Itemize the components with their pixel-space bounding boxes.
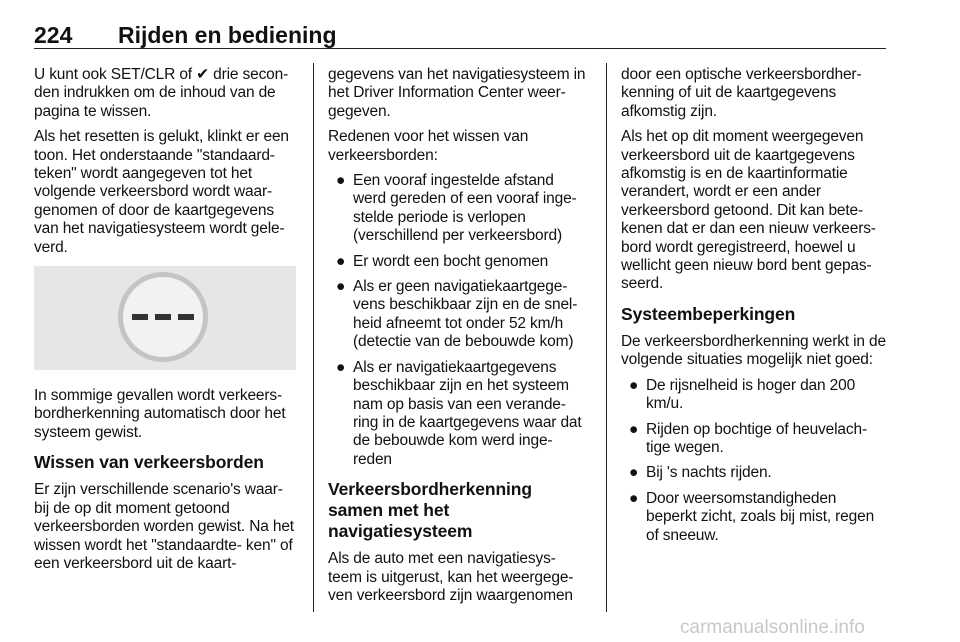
limitations-list <box>621 377 886 545</box>
reasons-list <box>328 172 590 469</box>
paragraph-auto-clear: In sommige gevallen wordt verkeers- bordherkenning automatisch door het systeem gewist. <box>34 387 286 441</box>
page-number: 224 <box>34 22 73 48</box>
paragraph-map-change: Als het op dit moment weergegeven verkeersbord uit de kaartgegevens afkomstig is en de kaartinformatie verandert, wordt er een ander verkeersbord getoond. Dit kan bete- kenen dat er dan een nieuw verkeers- bord wordt geregistreerd, hoewel u wellicht geen nieuw bord bent gepas- seerd. <box>621 128 876 293</box>
page-header <box>34 20 886 50</box>
list-item: ● Een vooraf ingestelde afstand werd gereden of een vooraf inge- stelde periode is verlopen (verschillend per verkeersbord) <box>336 172 577 245</box>
list-item: ● Rijden op bochtige of heuvelach- tige wegen. <box>629 420 867 456</box>
paragraph-nav-equipped: Als de auto met een navigatiesys- teem is uitgerust, kan het weergege- ven verkeersbord zijn waargenomen <box>328 550 574 604</box>
paragraph-reset-success: Als het resetten is gelukt, klinkt er een toon. Het onderstaande "standaard- teken" wordt aangegeven tot het volgende verkeersbord wordt waar- genomen of door de kaartgegevens van het navigatiesysteem wordt gele- verd. <box>34 128 289 256</box>
bullet-icon: ● <box>336 252 346 270</box>
end-of-restrictions-sign-icon <box>34 266 296 370</box>
column-2 <box>328 66 590 612</box>
column-divider-1 <box>313 63 314 612</box>
paragraph-sign-source: door een optische verkeersbordher- kenning of uit de kaartgegevens afkomstig zijn. <box>621 66 862 120</box>
list-item: ● Als er geen navigatiekaartgege- vens beschikbaar zijn en de snel- heid afneemt tot onder 52 km/h (detectie van de bebouwde kom) <box>336 278 578 351</box>
section-title: Rijden en bediening <box>118 22 337 48</box>
column-1 <box>34 66 300 580</box>
column-divider-2 <box>606 63 607 612</box>
list-item: ● Bij 's nachts rijden. <box>629 464 772 482</box>
bullet-icon: ● <box>336 358 346 376</box>
bullet-icon: ● <box>629 464 639 482</box>
list-item: ● Er wordt een bocht genomen <box>336 252 549 270</box>
bullet-icon: ● <box>336 172 346 190</box>
heading-system-limitations: Systeembeperkingen <box>621 303 796 324</box>
bullet-icon: ● <box>336 278 346 296</box>
paragraph-reset-instruction: U kunt ook SET/CLR of ✔ drie secon- den indrukken om de inhoud van de pagina te wissen. <box>34 66 289 120</box>
paragraph-limitations-intro: De verkeersbordherkenning werkt in de volgende situaties mogelijk niet goed: <box>621 332 886 369</box>
paragraph-reasons-intro: Redenen voor het wissen van verkeersborden: <box>328 128 529 164</box>
header-rule <box>34 48 886 49</box>
list-item: ● De rijsnelheid is hoger dan 200 km/u. <box>629 376 856 413</box>
heading-clearing-signs: Wissen van verkeersborden <box>34 452 264 473</box>
heading-nav-combination: Verkeersbordherkenning samen met het navigatiesysteem <box>328 479 532 542</box>
paragraph-clearing-scenarios: Er zijn verschillende scenario's waar- bij de op dit moment getoond verkeersborden worden gewist. Na het wissen wordt het "standaardte- ken" of een verkeersbord uit de kaart- <box>34 481 294 572</box>
watermark: carmanualsonline.info <box>680 617 865 638</box>
list-item: ● Als er navigatiekaartgegevens beschikbaar zijn en het systeem nam op basis van een verande- ring in de kaartgegevens waar dat de bebouwde kom werd inge- reden <box>336 358 582 468</box>
bullet-icon: ● <box>629 376 639 394</box>
paragraph-nav-data: gegevens van het navigatiesysteem in het Driver Information Center weer- gegeven. <box>328 66 586 120</box>
column-3 <box>621 66 886 552</box>
standard-sign-figure <box>34 266 296 370</box>
list-item: ● Door weersomstandigheden beperkt zicht, zoals bij mist, regen of sneeuw. <box>629 489 875 544</box>
bullet-icon: ● <box>629 489 639 507</box>
bullet-icon: ● <box>629 420 639 438</box>
